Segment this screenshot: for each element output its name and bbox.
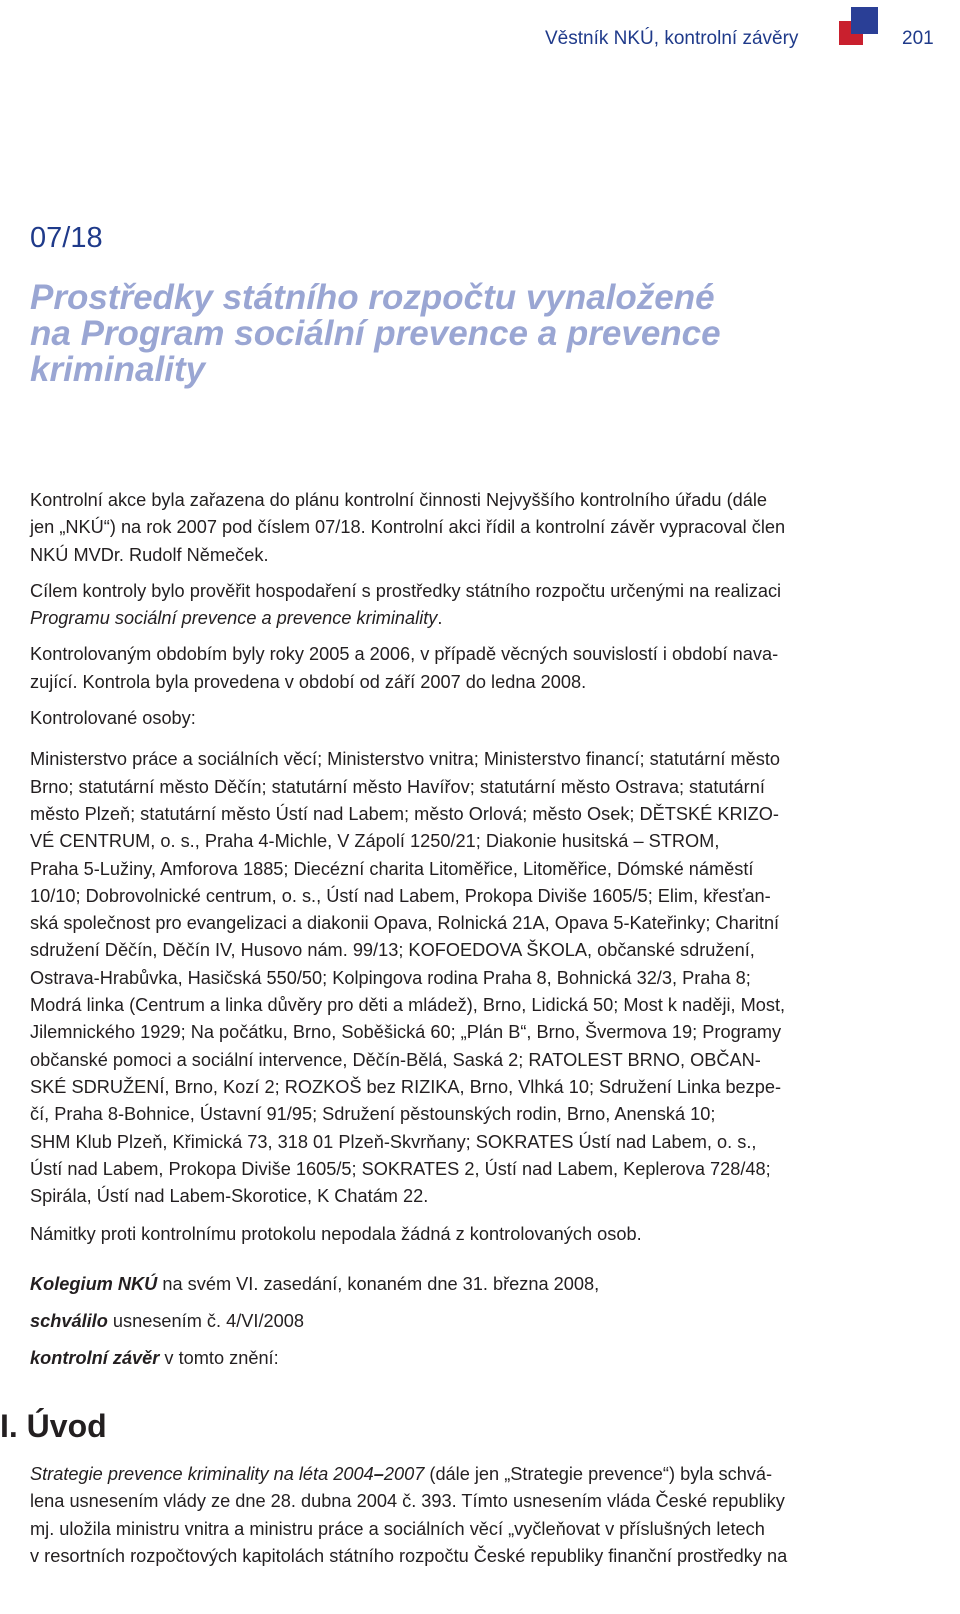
- text-line: Brno; statutární město Děčín; statutární město Havířov; statutární město Ostrava; statutární: [30, 776, 765, 797]
- program-name: Programu sociální prevence a prevence kriminality: [30, 608, 438, 629]
- text-line: jen „NKÚ“) na rok 2007 pod číslem 07/18. Kontrolní akci řídil a kontrolní závěr vypracoval člen: [30, 517, 786, 538]
- audited-entities-paragraph: [30, 746, 880, 1210]
- strategy-dash: –: [373, 1464, 384, 1484]
- section-heading: I. Úvod: [0, 1408, 107, 1444]
- objections-paragraph: [30, 1221, 880, 1248]
- decision-block: [30, 1271, 880, 1372]
- decision-text: v tomto znění:: [159, 1347, 279, 1368]
- goal-paragraph: [30, 578, 880, 633]
- decision-line: [30, 1345, 880, 1372]
- text-line: Kontrolní akce byla zařazena do plánu kontrolní činnosti Nejvyššího kontrolního úřadu (dále: [30, 490, 768, 510]
- strategy-title: Strategie prevence kriminality na léta 2004: [30, 1464, 374, 1484]
- nku-logo-icon: [839, 7, 879, 47]
- text-line: NKÚ MVDr. Rudolf Němeček.: [30, 544, 269, 565]
- decision-text: na svém VI. zasedání, konaném dne 31. března 2008,: [157, 1273, 600, 1294]
- text-line: Ministerstvo práce a sociálních věcí; Ministerstvo vnitra; Ministerstvo financí; statutární město: [30, 749, 781, 770]
- decision-line: [30, 1308, 880, 1335]
- logo-blue-square: [851, 7, 878, 34]
- page-number: 201: [902, 28, 934, 49]
- text-line: [30, 605, 880, 632]
- intro-paragraph: [30, 487, 880, 569]
- audited-label: [30, 705, 880, 732]
- text-line: lena usnesením vlády ze dne 28. dubna 2004 č. 393. Tímto usnesením vláda České republiky: [30, 1491, 785, 1512]
- strategy-year: 2007: [383, 1464, 425, 1484]
- text-line: občanské pomoci a sociální intervence, Děčín-Bělá, Saská 2; RATOLEST BRNO, OBČAN-: [30, 1049, 761, 1070]
- report-title-line: kriminality: [30, 350, 206, 389]
- period-paragraph: [30, 641, 880, 696]
- report-title: [30, 280, 910, 388]
- text-line: VÉ CENTRUM, o. s., Praha 4-Michle, V Zápolí 1250/21; Diakonie husitská – STROM,: [30, 831, 720, 852]
- text-line: Cílem kontroly bylo prověřit hospodaření s prostředky státního rozpočtu určenými na realizaci: [30, 580, 782, 601]
- document-body: [30, 487, 880, 1382]
- text-line: SHM Klub Plzeň, Křimická 73, 318 01 Plzeň-Skvrňany; SOKRATES Ústí nad Labem, o. s.,: [30, 1131, 757, 1152]
- text-line: 10/10; Dobrovolnické centrum, o. s., Ústí nad Labem, Prokopa Diviše 1605/5; Elim, křesťan-: [30, 885, 771, 906]
- text-line: město Plzeň; statutární město Ústí nad Labem; město Orlová; město Osek; DĚTSKÉ KRIZO-: [30, 803, 779, 824]
- text-line: mj. uložila ministru vnitra a ministru práce a sociálních věcí „vyčleňovat v příslušných letech: [30, 1518, 765, 1539]
- text-line: SKÉ SDRUŽENÍ, Brno, Kozí 2; ROZKOŠ bez RIZIKA, Brno, Vlhká 10; Sdružení Linka bezpe-: [30, 1076, 782, 1097]
- text-line: Ostrava-Hrabůvka, Hasičská 550/50; Kolpingova rodina Praha 8, Bohnická 32/3, Praha 8;: [30, 967, 751, 988]
- text-line: sdružení Děčín, Děčín IV, Husovo nám. 99/13; KOFOEDOVA ŠKOLA, občanské sdružení,: [30, 940, 755, 961]
- text-line: Ústí nad Labem, Prokopa Diviše 1605/5; SOKRATES 2, Ústí nad Labem, Keplerova 728/48;: [30, 1158, 771, 1179]
- text-line: v resortních rozpočtových kapitolách státního rozpočtu České republiky finanční prostředky na: [30, 1545, 788, 1566]
- report-title-line: na Program sociální prevence a prevence: [30, 314, 721, 353]
- decision-emphasis: Kolegium NKÚ: [30, 1273, 158, 1294]
- text-line: čí, Praha 8-Bohnice, Ústavní 91/95; Sdružení pěstounských rodin, Brno, Anenská 10;: [30, 1104, 716, 1125]
- text-tail: .: [437, 608, 443, 629]
- text-line: Praha 5-Lužiny, Amforova 1885; Diecézní charita Litoměřice, Litoměřice, Dómské náměstí: [30, 858, 754, 879]
- text-line: Jilemnického 1929; Na počátku, Brno, Soběšická 60; „Plán B“, Brno, Švermova 19; Programy: [30, 1022, 782, 1043]
- text-line: [30, 1461, 880, 1488]
- text-line: Spirála, Ústí nad Labem-Skorotice, K Chatám 22.: [30, 1186, 429, 1207]
- text-line: Kontrolované osoby:: [30, 708, 196, 729]
- decision-emphasis: kontrolní závěr: [30, 1347, 160, 1368]
- decision-emphasis: schválilo: [30, 1310, 108, 1331]
- text-line: Modrá linka (Centrum a linka důvěry pro děti a mládež), Brno, Lidická 50; Most k naději, Most,: [30, 995, 786, 1016]
- report-title-line: Prostředky státního rozpočtu vynaložené: [30, 278, 715, 317]
- report-number: 07/18: [30, 222, 103, 254]
- text-line: Námitky proti kontrolnímu protokolu nepodala žádná z kontrolovaných osob.: [30, 1224, 642, 1245]
- text-line: zující. Kontrola byla provedena v období od září 2007 do ledna 2008.: [30, 671, 587, 692]
- decision-line: [30, 1271, 880, 1298]
- decision-text: usnesením č. 4/VI/2008: [107, 1310, 304, 1331]
- text-line: Kontrolovaným obdobím byly roky 2005 a 2006, v případě věcných souvislostí i období nava-: [30, 644, 779, 665]
- running-header-title: Věstník NKÚ, kontrolní závěry: [545, 28, 799, 49]
- intro-section-paragraph: [30, 1461, 880, 1570]
- text-tail: (dále jen „Strategie prevence“) byla schvá-: [424, 1464, 773, 1484]
- text-line: ská společnost pro evangelizaci a diakonii Opava, Rolnická 21A, Opava 5-Kateřinky; Charitní: [30, 913, 780, 934]
